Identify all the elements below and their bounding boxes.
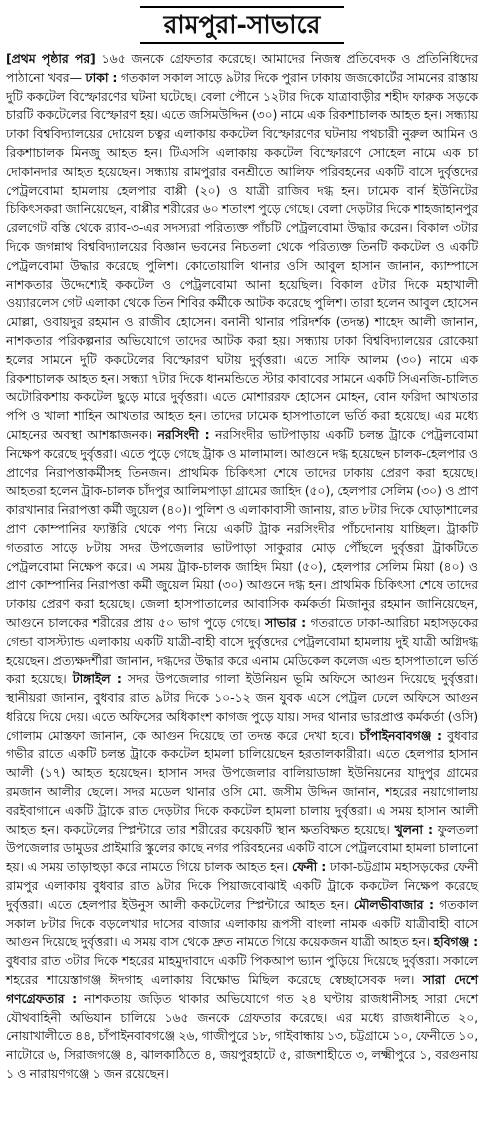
- headline: রামপুরা-সাভারে: [140, 6, 345, 44]
- lead-text: ১৬৫ জনকে গ্রেফতার করেছে।: [101, 51, 256, 66]
- continuation-marker: [প্রথম পৃষ্ঠার পর]: [6, 51, 96, 66]
- section-text-tangail: সদর উপজেলার গালা ইউনিয়ন ভূমি অফিসে আগুন দিয়েছে দুর্বৃত্তরা। স্থানীয়রা জানান, বুধবার রাত ৯টার দিকে ১০-১২ জন যুবক এসে পেট্রল ঢেলে অফিসে আগুন ধরিয়ে দিয়ে দেয়। এতে অফিসের অধিকাংশ কাগজ পুড়ে যায়। সদর থানার ভারপ্রাপ্ত কর্মকর্তা (ওসি) গোলাম মোস্তফা জানান, কে আগুন দিয়েছে তা তদন্ত করে দেখা হবে।: [6, 671, 478, 743]
- section-text-narsingdi: নরসিংদীর ভাটপাড়ায় একটি চলন্ত ট্রাকে পেট্রলবোমা নিক্ষেপ করেছে দুর্বৃত্তরা। এতে পুড়ে গেছে ট্রাক ও মালামাল। আগুনে দগ্ধ হয়েছেন চালক-হেলপার ও প্রাণের নিরাপত্তাকর্মীসহ তিনজন। প্রাথমিক চিকিৎসা শেষে তাদের ঢাকায় প্রেরণ করা হয়েছে। আহতরা হলেন ট্রাক-চালক চাঁদপুর আলিমপাড়া গ্রামের জাহিদ (৫০), হেলপার সেলিম (৩০) ও প্রাণ কারখানার নিরাপত্তা কর্মী জুয়েল (৪০)। পুলিশ ও এলাকাবাসী জানায়, রাত ৮টার দিকে ঘোড়াশালের প্রাণ কোম্পানির ফ্যাক্টরি থেকে পণ্য নিয়ে একটি ট্রাক নরসিংদীর পাঁচদোনায় যাচ্ছিল। ট্রাকটি গতরাত সাড়ে ৮টায় সদর উপজেলার ভাটপাড়া সাকুরার মোড় পৌঁছলে দুর্বৃত্তরা ট্রাকটিতে পেট্রলবোমা নিক্ষেপ করে। এ সময় ট্রাক-চালক জাহিদ মিয়া (৫০), হেলপার সেলিম মিয়া (৪০) ও প্রাণ কোম্পানির নিরাপত্তা কর্মী জুয়েল মিয়া (৩০) আগুনে দগ্ধ হন। প্রাথমিক চিকিৎসা শেষে তাদের ঢাকায় প্রেরণ করা হয়েছে। জেলা হাসপাতালের আবাসিক কর্মকর্তা মিজানুর রহমান জানিয়েছেন, আগুনে চালকের শরীরের প্রায় ৫০ ভাগ পুড়ে গেছে।: [6, 426, 478, 630]
- dateline-dhaka: ঢাকা :: [85, 69, 118, 85]
- section-text-moulvibazar: গতকাল সকাল ৮টার দিকে বড়লেখার দাসের বাজার এলাকায় রূপসী বাংলা নামক একটি যাত্রীবাহী বাসে আগুন দিয়েছে দুর্বৃত্তরা। এ সময় বাস থেকে দ্রুত নামতে গিয়ে কয়েকজন যাত্রী আহত হন।: [6, 896, 479, 950]
- section-text-chapainawabganj: বুধবার গভীর রাতে একটি চলন্ত ট্রাকে ককটেল হামলা চালিয়েছেন হরতালকারীরা। এতে হেলপার হাসান আলী (১৭) আহত হয়েছেন। হাসান সদর উপজেলার বালিয়াডাঙ্গা ইউনিয়নের যাদুপুর গ্রামের রমজান আলীর ছেলে। সদর মডেল থানার ওসি মো. জসীম উদ্দিন জানান, শহরের নয়াগোলায় বরইবাগানে একটি ট্রাকে রাত দেড়টার দিকে ককটেল হামলা চালায় দুর্বৃত্তরা। এ সময় হাসান আলী আহত হন। ককটেলের স্প্লিন্টারে তার শরীরের কয়েকটি স্থান ক্ষতবিক্ষত হয়েছে।: [6, 727, 478, 837]
- dateline-chapainawabganj: চাঁপাইনবাবগঞ্জ :: [359, 727, 442, 743]
- dateline-khulna: খুলনা :: [394, 821, 433, 837]
- section-text-dhaka: গতকাল সকাল সাড়ে ৯টার দিকে পুরান ঢাকায় জজকোর্টের সামনের রাস্তায় দুটি ককটেল বিস্ফোরণের ঘটনা ঘটেছে। বেলা পৌনে ১২টার দিকে যাত্রাবাড়ীর শহীদ ফারুক সড়কে চারটি ককটেলের বিস্ফোরণ হয়। এতে জসিমউদ্দিন (৩০) নামে এক রিকশাচালক আহত হন। সন্ধ্যায় ঢাকা বিশ্ববিদ্যালয়ের দোয়েল চত্বর এলাকায় ককটেল বিস্ফোরণের ঘটনায় পথচারী নুরুল আমিন ও রিকশাচালক মিনজু আহত হন। টিএসসি এলাকায় ককটেল বিস্ফোরণে সোহেল নামে এক চা দোকানদার আহত হয়েছেন। সন্ধ্যায় রামপুরার বনশ্রীতে আলিফ পরিবহনের একটি বাসে দুর্বৃত্তদের পেট্রলবোমা হামলায় হেলপার বাপ্পী (২০) ও যাত্রী রাজিব দগ্ধ হন। ঢামেক বার্ন ইউনিটের চিকিৎসকরা জানিয়েছেন, বাপ্পীর শরীরের ৬০ শতাংশ পুড়ে গেছে। বেলা দেড়টার দিকে শাহজাহানপুর রেলগেট বস্তি থেকে র‌্যাব-৩-এর সদস্যরা পরিত্যক্ত পাঁচটি পেট্রলবোমা উদ্ধার করেন। বিকাল ৩টার দিকে জগন্নাথ বিশ্ববিদ্যালয়ের বিজ্ঞান ভবনের নিচতলা থেকে পরিত্যক্ত তিনটি ককটেল ও একটি পেট্রলবোমা উদ্ধার করেছে পুলিশ। কোতোয়ালি থানার ওসি আবুল হাসান জানান, ক্যাম্পাসে নাশকতার উদ্দেশ্যেই ককটেল ও পেট্রলবোমা আনা হয়েছিল। বিকাল ৫টার দিকে মহাখালী ওয়্যারলেস গেট এলাকা থেকে তিন শিবির কর্মীকে আটক করেছে পুলিশ। তারা হলেন আবুল হোসেন মোল্লা, ওবায়দুর রহমান ও রাজীব হোসেন। বনানী থানার পরিদর্শক (তদন্ত) শাহেদ আলী জানান, নাশকতার পরিকল্পনার অভিযোগে তাদের আটক করা হয়। সন্ধ্যায় ঢাকা বিশ্ববিদ্যালয়ের রোকেয়া হলের সামনে দুটি ককটেলের বিস্ফোরণ ঘটায় দুর্বৃত্তরা। এতে সাফি আলম (৩০) নামে এক রিকশাচালক আহত হন। সন্ধ্যা ৭টার দিকে ধানমন্ডিতে স্টার কাবাবের সামনে একটি সিএনজি-চালিত অটোরিকশায় ককটেল ছুড়ে মারে দুর্বৃত্তরা। এতে মোশাররফ হোসেন মোহন, বোন ফরিদা আখতার পপি ও খালা শাহিন আখতার আহত হন। তাদের ঢামেক হাসপাতালে ভর্তি করা হয়েছে। এর মধ্যে মোহনের অবস্থা আশঙ্কাজনক।: [6, 69, 478, 442]
- section-text-savar: গতরাতে ঢাকা-আরিচা মহাসড়কের গেন্ডা বাসস্ট্যান্ড এলাকায় একটি যাত্রী-বাহী বাসে দুর্বৃত্তদের পেট্রলবোমা হামলায় দুই যাত্রী অগ্নিদগ্ধ হয়েছেন। প্রত্যক্ষদর্শীরা জানান, দগ্ধদের উদ্ধার করে এনাম মেডিকেল কলেজ এন্ড হাসপাতালে ভর্তি করা হয়েছে।: [6, 614, 478, 687]
- article-paragraph: [6, 50, 478, 1084]
- section-text-khulna: ফুলতলা উপজেলার ডামুডর প্রাইমারি স্কুলের কাছে নগর পরিবহনের একটি বাসে পেট্রলবোমা হামলা চালানো হয়। এ সময় তাড়াহুড়া করে নামতে গিয়ে চালক আহত হন।: [6, 821, 479, 875]
- dateline-savar: সাভার :: [264, 614, 307, 630]
- article-body: [6, 50, 478, 1084]
- section-text-habiganj: বুধবার রাত ৩টার দিকে শহরের মাহমুদাবাদে একটি পিকআপ ভ্যান পুড়িয়ে দিয়েছে দুর্বৃত্তরা। সকালে শহরের শায়েস্তাগঞ্জ ঈদগাহ এলাকায় বিক্ষোভ মিছিল করেছে স্বেচ্ছাসেবক দল।: [6, 953, 478, 988]
- byline: আমাদের নিজস্ব প্রতিবেদক ও প্রতিনিধিদের পাঠানো খবর—: [6, 51, 478, 85]
- dateline-habiganj: হবিগঞ্জ :: [433, 934, 479, 950]
- dateline-narsingdi: নরসিংদী :: [157, 426, 210, 442]
- dateline-feni: ফেনী :: [292, 859, 327, 875]
- dateline-nationwide-arrests: সারা দেশে গণগ্রেফতার :: [6, 972, 478, 1006]
- section-text-nationwide-arrests: নাশকতায় জড়িত থাকার অভিযোগে গত ২৪ ঘণ্টায় রাজধানীসহ সারা দেশে যৌথবাহিনী অভিযান চালিয়ে ১৬৫ জনকে গ্রেফতার করেছে। এর মধ্যে রাজধানীতে ২০, নোয়াখালীতে ৪৪, চাঁপাইনবাবগঞ্জে ২৬, গাজীপুরে ১৮, গাইবান্ধায় ১৩, চট্টগ্রামে ১০, ফেনীতে ১০, নাটোরে ৬, সিরাজগঞ্জে ৪, ঝালকাঠিতে ৪, জয়পুরহাটে ৫, রাজশাহীতে ৩, লক্ষ্মীপুরে ১, বরগুনায় ১ ও নারায়ণগঞ্জে ১ জন রয়েছেন।: [6, 990, 478, 1082]
- headline-area: [6, 6, 478, 44]
- dateline-tangail: টাঙ্গাইল :: [72, 671, 122, 687]
- dateline-moulvibazar: মৌলভীবাজার :: [353, 896, 434, 912]
- section-text-feni: ঢাকা-চট্টগ্রাম মহাসড়কের ফেনী রামপুর এলাকায় বুধবার রাত ৯টার দিকে পিয়াজবোঝাই একটি ট্রাকে ককটেল নিক্ষেপ করেছে দুর্বৃত্তরা। এতে হেলপার ইউনুস আলী ককটেলের স্প্লিন্টারে আহত হন।: [6, 859, 478, 912]
